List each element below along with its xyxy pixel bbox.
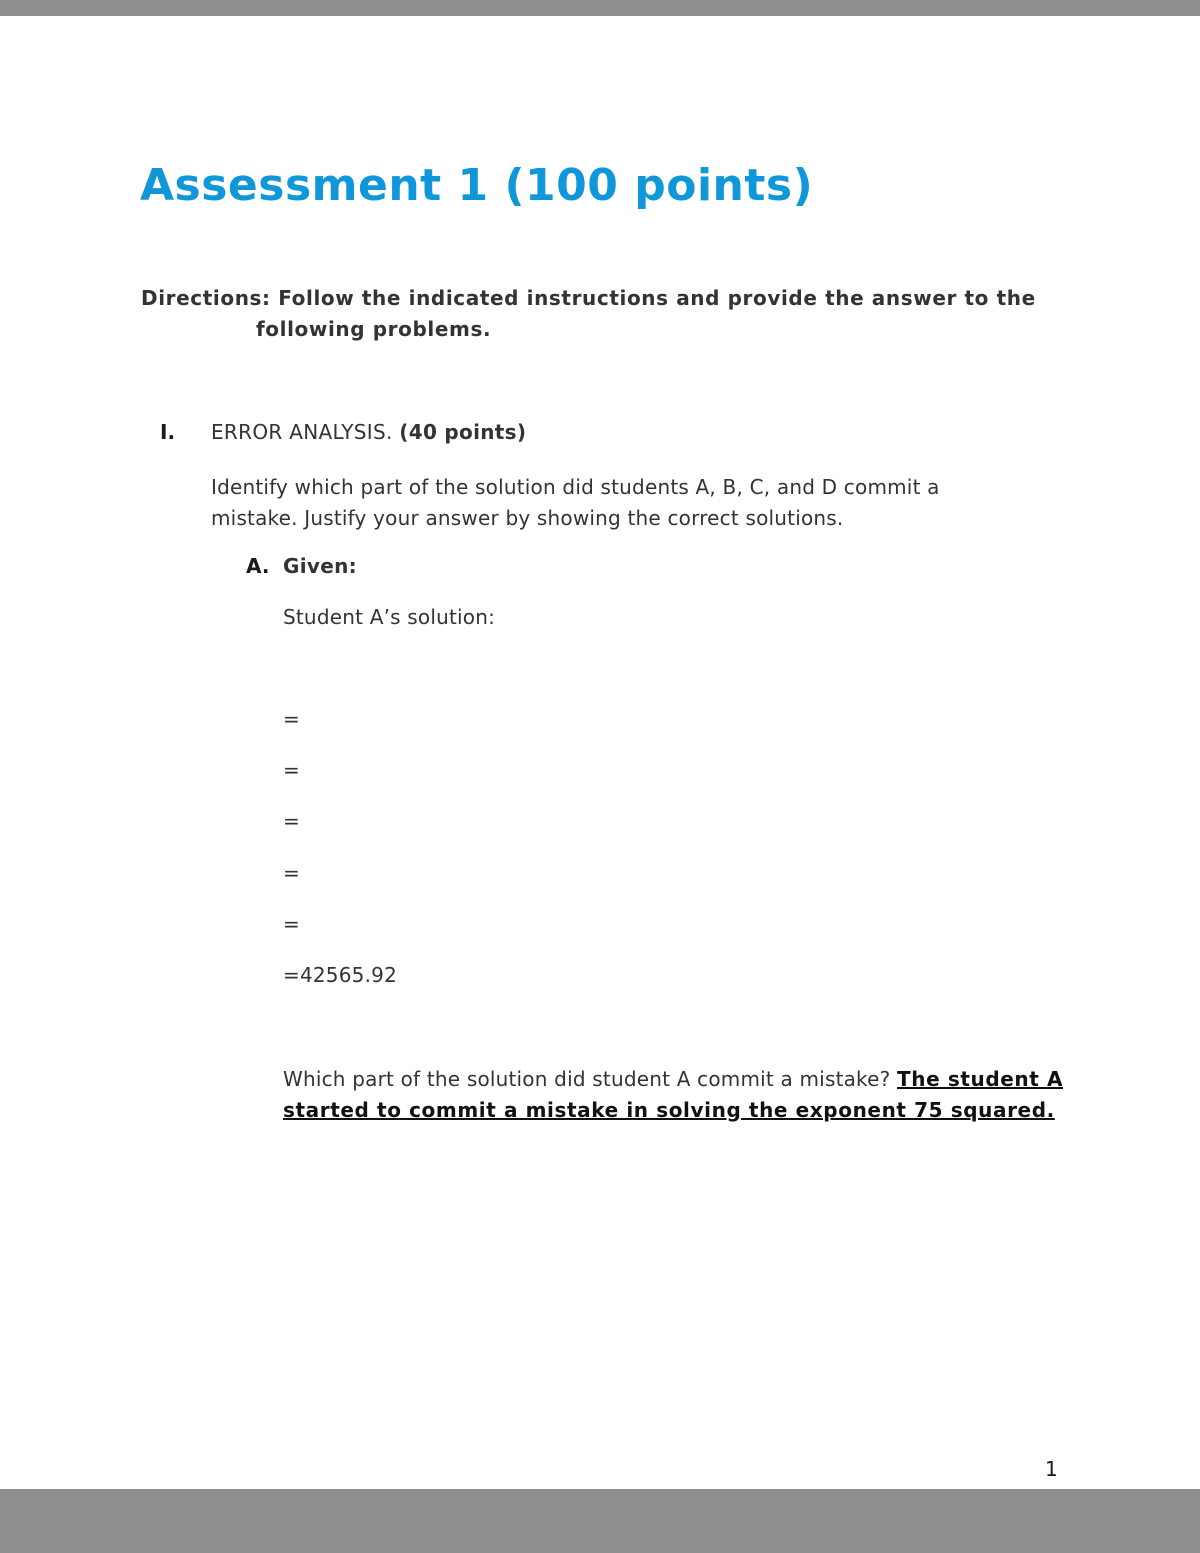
top-bar [0, 0, 1200, 16]
solution-step: = [283, 809, 300, 833]
solution-step: = [283, 758, 300, 782]
solution-step: = [283, 861, 300, 885]
solution-step: = [283, 912, 300, 936]
bottom-bar [0, 1489, 1200, 1553]
instruction-line-1: Identify which part of the solution did students A, B, C, and D commit a [211, 475, 940, 499]
subsection-title: Given: [283, 554, 357, 578]
solution-step: = [283, 707, 300, 731]
directions-line-1: Directions: Follow the indicated instructions and provide the answer to the [141, 286, 1036, 310]
instruction-line-2: mistake. Justify your answer by showing the correct solutions. [211, 506, 844, 530]
section-number: I. [160, 420, 176, 444]
section-title-text: ERROR ANALYSIS. [211, 420, 393, 444]
solution-label: Student A’s solution: [283, 605, 496, 629]
page-number: 1 [1045, 1457, 1058, 1481]
section-instructions [211, 472, 940, 534]
section-title [211, 420, 526, 444]
subsection-letter: A. [246, 554, 270, 578]
directions-line-2: following problems. [256, 317, 492, 341]
question-and-answer [283, 1064, 1073, 1126]
section-points: (40 points) [399, 420, 527, 444]
answer-text: The student A started to commit a mistake in solving the exponent 75 squared. [283, 1067, 1064, 1122]
question-text: Which part of the solution did student A commit a mistake? [283, 1067, 891, 1091]
solution-final-step: =42565.92 [283, 963, 397, 987]
page-title: Assessment 1 (100 points) [140, 160, 814, 211]
